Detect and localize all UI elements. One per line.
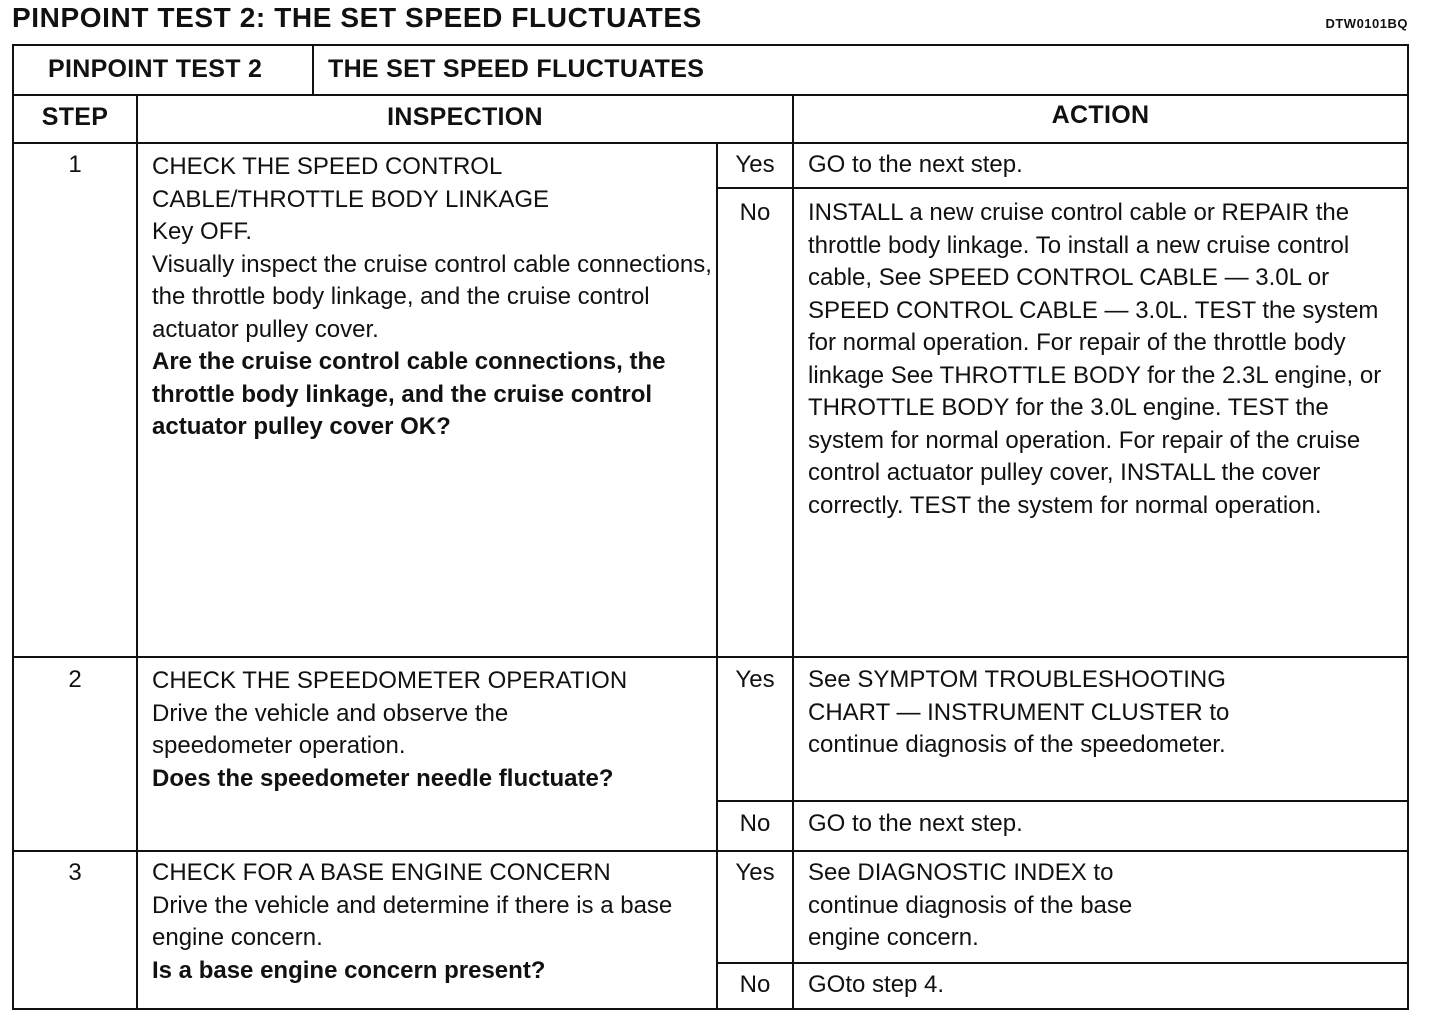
column-header-action: ACTION bbox=[1051, 101, 1150, 129]
step-instruction: Key OFF. bbox=[152, 218, 253, 245]
document-code: DTW0101BQ bbox=[1325, 16, 1408, 31]
action-text: INSTALL a new cruise control cable or REPAIR the throttle body linkage. To install a new cruise control cable, See SPEED CONTROL CABLE — 3.0L or SPEED CONTROL CABLE — 3.0L. TEST the system for normal operation. For repair of the throttle body linkage See THROTTLE BODY for the 2.3L engine, or THROTTLE BODY for the 3.0L engine. TEST the system for normal operation. For repair of the cruise control actuator pulley cover, INSTALL the cover correctly. TEST the system for normal operation. bbox=[808, 199, 1382, 519]
step-title: CHECK FOR A BASE ENGINE CONCERN bbox=[152, 859, 611, 886]
column-header-step: STEP bbox=[41, 103, 109, 131]
step-title: CHECK THE SPEED CONTROL CABLE/THROTTLE BODY LINKAGE bbox=[152, 153, 549, 213]
action-text: See DIAGNOSTIC INDEX to continue diagnosis of the base engine concern. bbox=[808, 859, 1133, 951]
step-instruction: Visually inspect the cruise control cable connections, the throttle body linkage, and the cruise control actuator pulley cover. bbox=[152, 250, 712, 343]
step-question: Are the cruise control cable connections, the throttle body linkage, and the cruise control actuator pulley cover OK? bbox=[152, 348, 666, 440]
step-question: Is a base engine concern present? bbox=[152, 956, 546, 984]
step-instruction: Drive the vehicle and determine if there is a base engine concern. bbox=[152, 891, 673, 951]
step-number: 1 bbox=[68, 151, 82, 178]
test-name: THE SET SPEED FLUCTUATES bbox=[328, 55, 705, 83]
column-header-inspection: INSPECTION bbox=[387, 103, 543, 131]
test-label: PINPOINT TEST 2 bbox=[48, 55, 263, 83]
answer-no: No bbox=[739, 810, 771, 837]
page-title: PINPOINT TEST 2: THE SET SPEED FLUCTUATES bbox=[12, 2, 702, 33]
answer-yes: Yes bbox=[735, 151, 775, 178]
step-inspection bbox=[152, 151, 714, 444]
answer-no: No bbox=[739, 971, 771, 998]
step-number: 2 bbox=[68, 666, 82, 693]
action-text: See SYMPTOM TROUBLESHOOTING CHART — INSTRUMENT CLUSTER to continue diagnosis of the speedometer. bbox=[808, 666, 1230, 758]
action-text: GO to the next step. bbox=[808, 810, 1023, 837]
action-text: GOto step 4. bbox=[808, 971, 945, 998]
pinpoint-test-table bbox=[12, 44, 1409, 1010]
step-inspection bbox=[152, 665, 712, 795]
answer-yes: Yes bbox=[735, 859, 775, 886]
answer-no: No bbox=[739, 199, 771, 226]
step-question: Does the speedometer needle fluctuate? bbox=[152, 764, 614, 792]
action-text: GO to the next step. bbox=[808, 151, 1023, 178]
step-inspection bbox=[152, 857, 712, 987]
step-number: 3 bbox=[68, 859, 82, 886]
step-title: CHECK THE SPEEDOMETER OPERATION bbox=[152, 667, 628, 694]
answer-yes: Yes bbox=[735, 666, 775, 693]
step-instruction: Drive the vehicle and observe the speedometer operation. bbox=[152, 699, 509, 759]
